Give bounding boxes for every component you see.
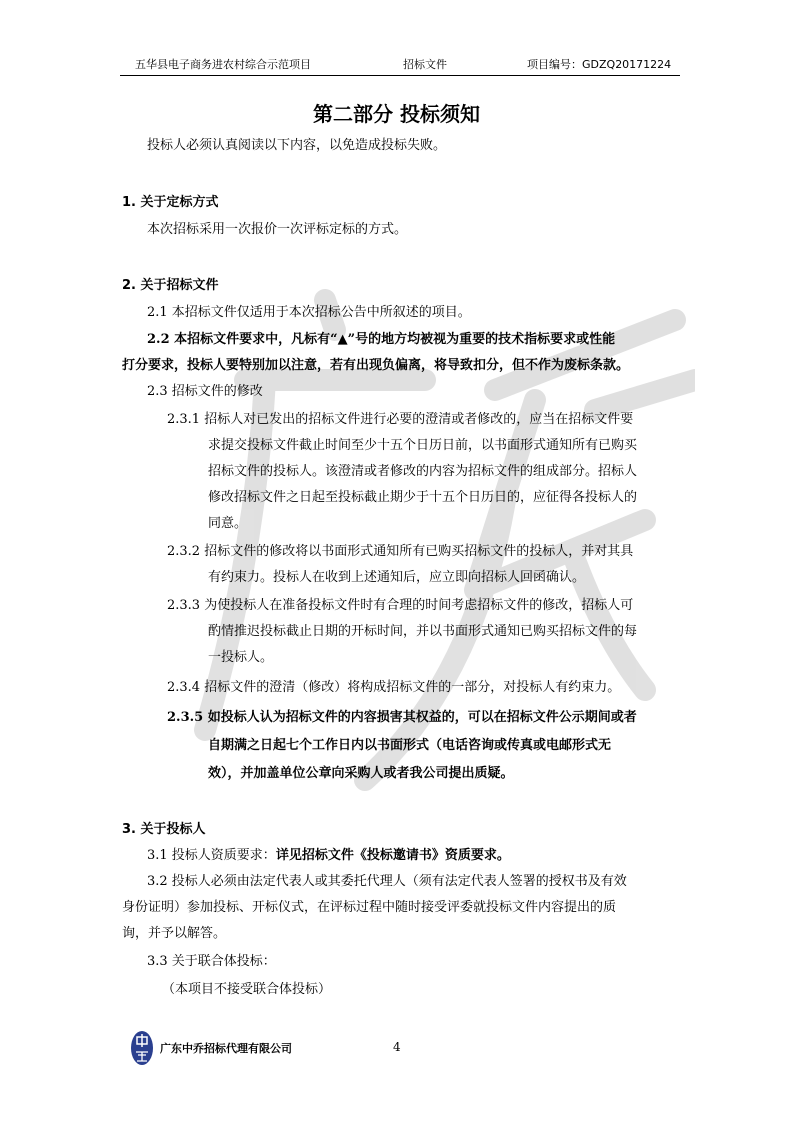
clause-3-1-bold: 详见招标文件《投标邀请书》资质要求。 <box>275 848 510 863</box>
footer-company-name: 广东中乔招标代理有限公司 <box>160 1042 292 1055</box>
clause-2-3-1-line-1: 2.3.1 招标人对已发出的招标文件进行必要的澄清或者修改的，应当在招标文件要 <box>167 412 634 427</box>
header-divider <box>120 75 680 76</box>
section-1-heading: 1. 关于定标方式 <box>122 195 219 210</box>
clause-2-3-1-line-3: 招标文件的投标人。该澄清或者修改的内容为招标文件的组成部分。招标人 <box>208 464 638 479</box>
clause-3-2-line-1: 3.2 投标人必须由法定代表人或其委托代理人（须有法定代表人签署的授权书及有效 <box>147 874 627 889</box>
section-3-heading: 3. 关于投标人 <box>122 822 206 837</box>
page-number: 4 <box>393 1040 401 1054</box>
clause-2-3-4: 2.3.4 招标文件的澄清（修改）将构成招标文件的一部分，对投标人有约束力。 <box>167 680 621 695</box>
clause-2-1: 2.1 本招标文件仅适用于本次招标公告中所叙述的项目。 <box>147 305 471 320</box>
page-title: 第二部分 投标须知 <box>313 102 480 126</box>
clause-2-3-2-line-2: 有约束力。投标人在收到上述通知后，应立即向招标人回函确认。 <box>208 570 586 585</box>
header-doc-type: 招标文件 <box>403 58 447 71</box>
clause-2-3-1-line-2: 求提交投标文件截止时间至少十五个日历日前，以书面形式通知所有已购买 <box>208 438 638 453</box>
clause-3-3: 3.3 关于联合体投标： <box>147 954 276 969</box>
clause-2-3-5-line-1: 2.3.5 如投标人认为招标文件的内容损害其权益的，可以在招标文件公示期间或者 <box>167 710 637 725</box>
clause-2-2-line-1: 2.2 本招标文件要求中，凡标有“▲”号的地方均被视为重要的技术指标要求或性能 <box>147 332 616 347</box>
page-header <box>120 56 680 74</box>
clause-2-3-5-line-3: 效），并加盖单位公章向采购人或者我公司提出质疑。 <box>208 766 514 781</box>
clause-2-3-2-line-1: 2.3.2 招标文件的修改将以书面形式通知所有已购买招标文件的投标人，并对其具 <box>167 544 634 559</box>
page-footer <box>120 1030 680 1070</box>
header-project-name: 五华县电子商务进农村综合示范项目 <box>135 58 311 71</box>
clause-2-3-1-line-5: 同意。 <box>208 516 248 531</box>
clause-2-2-line-2: 打分要求，投标人要特别加以注意，若有出现负偏离，将导致扣分，但不作为废标条款。 <box>122 358 630 373</box>
intro-paragraph: 投标人必须认真阅读以下内容，以免造成投标失败。 <box>147 138 447 153</box>
section-2-heading: 2. 关于招标文件 <box>122 278 219 293</box>
header-project-code: 项目编号：GDZQ20171224 <box>527 58 672 71</box>
clause-3-3-note: （本项目不接受联合体投标） <box>162 982 332 997</box>
clause-2-3-3-line-1: 2.3.3 为使投标人在准备投标文件时有合理的时间考虑招标文件的修改，招标人可 <box>167 598 634 613</box>
clause-2-3-3-line-2: 酌情推迟投标截止日期的开标时间，并以书面形式通知已购买招标文件的每 <box>208 624 638 639</box>
clause-3-1-prefix: 3.1 投标人资质要求： <box>147 848 276 863</box>
clause-2-3-1-line-4: 修改招标文件之日起至投标截止期少于十五个日历日的，应征得各投标人的 <box>208 490 638 505</box>
clause-2-3-3-line-3: 一投标人。 <box>208 650 274 665</box>
clause-3-1 <box>147 846 510 866</box>
clause-3-2-line-2: 身份证明）参加投标、开标仪式，在评标过程中随时接受评委就投标文件内容提出的质 <box>122 900 617 915</box>
clause-2-3-5-line-2: 自期满之日起七个工作日内以书面形式（电话咨询或传真或电邮形式无 <box>208 738 612 753</box>
clause-2-3: 2.3 招标文件的修改 <box>147 384 263 399</box>
section-1-body: 本次招标采用一次报价一次评标定标的方式。 <box>147 222 408 237</box>
clause-3-2-line-3: 询，并予以解答。 <box>122 926 227 941</box>
company-logo-icon <box>130 1030 154 1066</box>
